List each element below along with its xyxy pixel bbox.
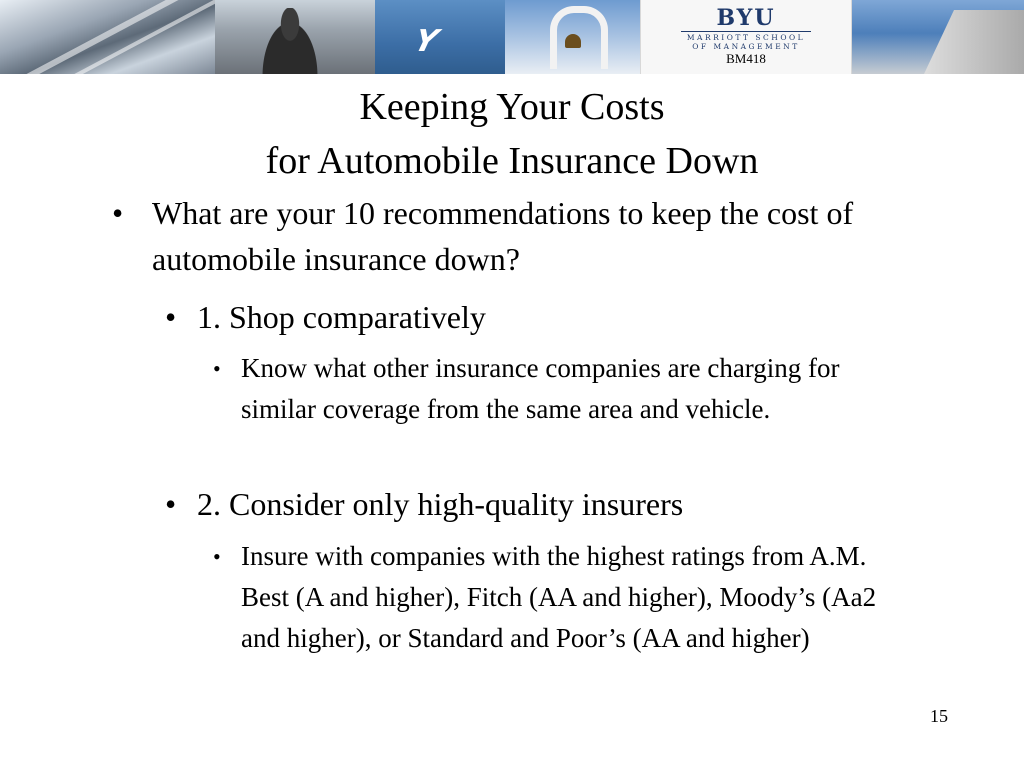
bullet-icon: • [112,195,124,231]
banner-photo-y-mountain [375,0,505,74]
page-number: 15 [930,706,948,726]
course-code: BM418 [726,51,766,66]
bullet-level2 [165,481,865,527]
school-name: BYU [716,5,776,31]
bullet-text: 1. Shop comparatively [197,299,486,335]
bullet-level2 [165,294,865,340]
banner-photo-building [852,0,1024,74]
bullet-level1 [112,190,912,282]
school-subtitle-1: MARRIOTT SCHOOL [686,33,806,42]
bullet-text: Insure with companies with the highest ratings from A.M. Best (A and higher), Fitch (AA and higher), Moody’s (Aa2 and higher), or Standard and Poor’s (AA and higher) [241,541,877,653]
banner-photo-bell [505,0,640,74]
bullet-icon: • [165,299,177,335]
title-line-1: Keeping Your Costs [359,86,665,128]
bullet-text: Know what other insurance companies are charging for similar coverage from the same area and vehicle. [241,353,840,424]
banner-photo-statue [215,0,375,74]
bullet-text: 2. Consider only high-quality insurers [197,486,684,522]
bullet-level3 [213,348,903,430]
bullet-icon: • [165,486,177,522]
header-banner [0,0,1024,74]
bell-icon [565,34,581,48]
bullet-icon: • [213,544,221,569]
banner-photo-architecture [0,0,215,74]
bullet-level3 [213,536,903,659]
byu-marriott-logo [640,0,852,74]
title-line-2: for Automobile Insurance Down [265,140,759,182]
slide-title [0,80,1024,188]
bullet-text: What are your 10 recommendations to keep the cost of automobile insurance down? [152,195,854,277]
bullet-icon: • [213,356,221,381]
y-logo-icon: Y [410,24,442,59]
school-subtitle-2: OF MANAGEMENT [692,42,800,51]
